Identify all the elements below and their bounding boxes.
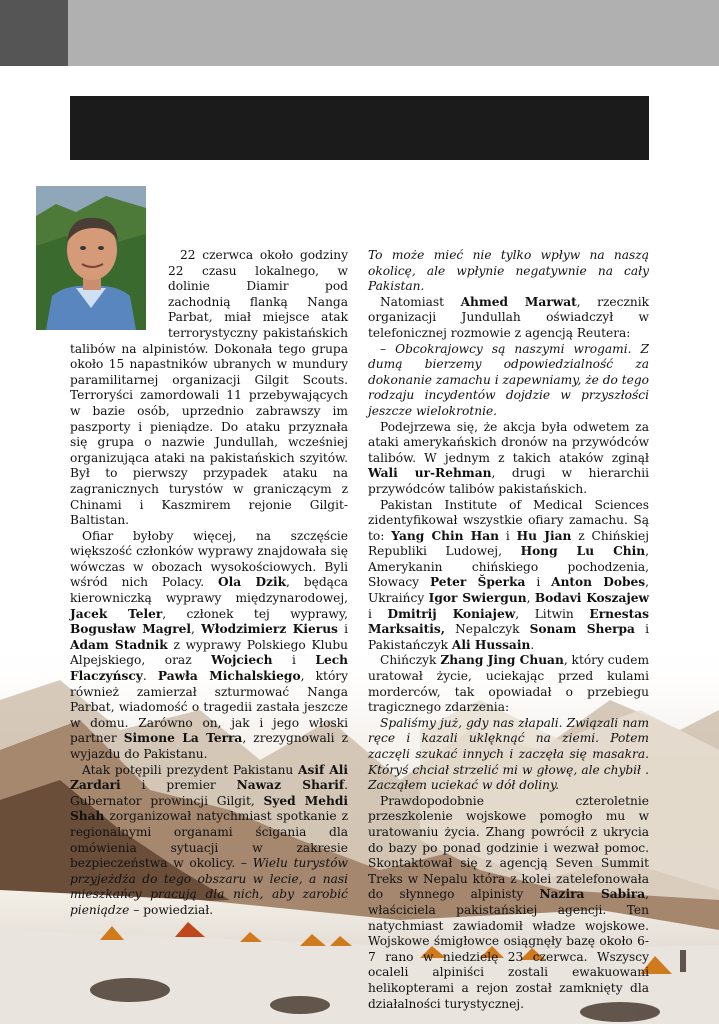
header-accent-block <box>0 0 68 66</box>
title-banner <box>70 96 649 160</box>
header-bar <box>68 0 719 66</box>
text-column-left: 22 czerwca około godziny 22 czasu lokalnego, w dolinie Diamir pod zachodnią flanką Nanga Parbat, miał miejsce atak terrorystyczny pakistańskich talibów na alpinistów. Dokonała tego grupa około 15 napastników ubranych w mundury paramilitarnej organizacji Gilgit Scouts. Terroryści zamordowali 11 przebywających w bazie osób, uprzednio zabrawszy im paszporty i pieniądze. Do ataku przyznała się grupa o nazwie Jundullah, wcześniej organizująca ataki na pakistańskich szyitów. Był to pierwszy przypadek ataku na zagranicznych turystów w graniczącym z Chinami i Kaszmirem rejonie Gilgit-Baltistan. Ofiar byłoby więcej, na szczęście większość członków wyprawy znajdowała się wówczas w obozach wysokościowych. Byli wśród nich Polacy. Ola Dzik, będąca kierowniczką wyprawy międzynarodowej, Jacek Teler, członek tej wyprawy, Bogusław Magrel, Włodzimierz Kierus i Adam Stadnik z wyprawy Polskiego Klubu Alpejskiego, oraz Wojciech i Lech Flaczyńscy. Pawła Michalskiego, który również zamierzał szturmować Nanga Parbat, wiadomość o tragedii zastała jeszcze w domu. Zarówno on, jak i jego włoski partner Simone La Terra, zrezygnowali z wyjazdu do Pakistanu. Atak potępili prezydent Pakistanu Asif Ali Zardari i premier Nawaz Sharif. Gubernator prowincji Gilgit, Syed Mehdi Shah zorganizował natychmiast spotkanie z regionalnymi organami ścigania dla omówienia sytuacji w zakresie bezpieczeństwa w okolicy. – Wielu turystów przyjeżdża do tego obszaru w lecie, a nasi mieszkańcy pracują dla nich, aby zarobić pieniądze – powiedział. <box>70 248 349 917</box>
text-column-right: To może mieć nie tylko wpływ na naszą okolicę, ale wpłynie negatywnie na cały Pakistan. Natomiast Ahmed Marwat, rzecznik organizacji Jundullah oświadczył w telefonicznej rozmowie z agencją Reutera: – Obcokrajowcy są naszymi wrogami. Z dumą bierzemy odpowiedzialność za dokonanie zamachu i zapewniamy, że do tego rodzaju incydentów dojdzie w przyszłości jeszcze wielokrotnie. Podejrzewa się, że akcja była odwetem za ataki amerykańskich dronów na przywódców talibów. W jednym z takich ataków zginął Wali ur-Rehman, drugi w hierarchii przywódców talibów pakistańskich. Pakistan Institute of Medical Sciences zidentyfikował wszystkie ofiary zamachu. Są to: Yang Chin Han i Hu Jian z Chińskiej Republiki Ludowej, Hong Lu Chin, Amerykanin chińskiego pochodzenia, Słowacy Peter Šperka i Anton Dobes, Ukraińcy Igor Swiergun, Bodavi Koszajew i Dmitrij Koniajew, Litwin Ernestas Marksaitis, Nepalczyk Sonam Sherpa i Pakistańczyk Ali Hussain. Chińczyk Zhang Jing Chuan, który cudem uratował życie, uciekając przed kulami morderców, tak opowiadał o przebiegu tragicznego zdarzenia: Spaliśmy już, gdy nas złapali. Związali nam ręce i kazali uklęknąć na ziemi. Potem zaczęli szukać innych i zaczęła się masakra. Któryś chciał strzelić mi w głowę, ale chybił . Zacząłem uciekać w dół doliny. Prawdopodobnie czteroletnie przeszkolenie wojskowe pomogło mu w uratowaniu życia. Zhang powrócił z ukrycia do bazy po ponad godzinie i wezwał pomoc. Skontaktował się z agencją Seven Summit Treks w Nepalu która z kolei zatelefonowała do słynnego alpinisty Nazira Sabira, właściciela pakistańskiej agencji. Ten natychmiast zawiadomił władze wojskowe. Wojskowe śmigłowce osiągnęły bazę około 6-7 rano w niedzielę 23 czerwca. Wszyscy ocaleli alpiniści zostali ewakuowani helikopterami a rejon został zamknięty dla działalności turystycznej. <box>368 248 650 1011</box>
